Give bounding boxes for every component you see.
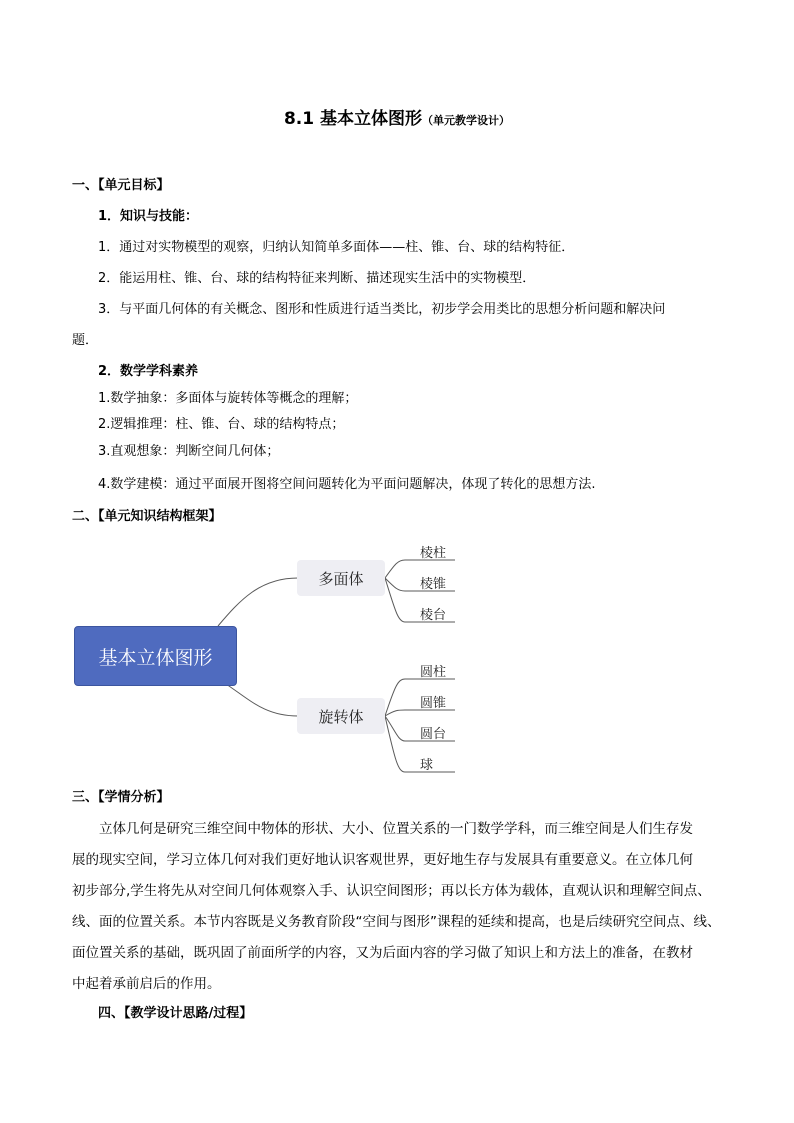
analysis-line-1 — [72, 814, 722, 845]
mindmap-leaf-frustum: 棱台 — [420, 608, 447, 623]
knowledge-heading: 1．知识与技能： — [98, 209, 199, 224]
mindmap-leaf-truncated-cone: 圆台 — [420, 727, 447, 742]
literacy-heading: 2．数学学科素养 — [98, 364, 199, 379]
mindmap-leaf-cone: 圆锥 — [420, 696, 447, 711]
section2-heading: 二、【单元知识结构框架】 — [72, 509, 222, 524]
analysis-line-1-text: 立体几何是研究三维空间中物体的形状、大小、位置关系的一门数学学科，而三维空间是人们生存发 — [99, 821, 693, 837]
section4-heading: 四、【教学设计思路/过程】 — [98, 1006, 253, 1021]
connector-root-polyhedron — [218, 578, 298, 626]
knowledge-item-1: 1．通过对实物模型的观察，归纳认知简单多面体——柱、锥、台、球的结构特征． — [98, 240, 575, 255]
mindmap-root-node: 基本立体图形 — [74, 626, 237, 686]
title-main: 8.1 基本立体图形 — [283, 109, 423, 129]
literacy-item-2: 2.逻辑推理：柱、锥、台、球的结构特点； — [98, 417, 345, 432]
analysis-line-5: 面位置关系的基础，既巩固了前面所学的内容，又为后面内容的学习做了知识上和方法上的准备，在教材 — [72, 945, 693, 961]
knowledge-item-3-cont: 题． — [72, 333, 99, 348]
knowledge-item-3: 3．与平面几何体的有关概念、图形和性质进行适当类比，初步学会用类比的思想分析问题和解决问 — [98, 302, 666, 317]
mindmap-node-rotation: 旋转体 — [297, 698, 385, 734]
mindmap-leaf-pyramid: 棱锥 — [420, 577, 447, 592]
analysis-line-2: 展的现实空间，学习立体几何对我们更好地认识客观世界，更好地生存与发展具有重要意义。在立体几何 — [72, 852, 693, 868]
mindmap-leaf-prism: 棱柱 — [420, 546, 447, 561]
connector-root-rotation — [226, 684, 298, 716]
literacy-item-3: 3.直观想象：判断空间几何体； — [98, 444, 280, 459]
knowledge-item-2: 2．能运用柱、锥、台、球的结构特征来判断、描述现实生活中的实物模型． — [98, 271, 536, 286]
page-title — [0, 104, 794, 129]
mind-map — [0, 530, 794, 780]
analysis-line-3: 初步部分,学生将先从对空间几何体观察入手、认识空间图形；再以长方体为载体，直观认识和理解空间点、 — [72, 883, 711, 899]
literacy-item-1: 1.数学抽象：多面体与旋转体等概念的理解； — [98, 391, 358, 406]
section3-heading: 三、【学情分析】 — [72, 790, 170, 805]
literacy-item-4: 4.数学建模：通过平面展开图将空间问题转化为平面问题解决，体现了转化的思想方法. — [98, 477, 596, 492]
section1-heading: 一、【单元目标】 — [72, 178, 170, 193]
mindmap-node-polyhedron: 多面体 — [297, 560, 385, 596]
title-sub: （单元教学设计） — [422, 114, 511, 127]
analysis-line-6: 中起着承前启后的作用。 — [72, 976, 221, 992]
mindmap-leaf-sphere: 球 — [420, 758, 434, 773]
mindmap-leaf-cylinder: 圆柱 — [420, 665, 447, 680]
analysis-paragraph — [72, 814, 722, 1000]
analysis-line-4: 线、面的位置关系。本节内容既是义务教育阶段“空间与图形”课程的延续和提高，也是后续研究空间点、线、 — [72, 914, 721, 930]
